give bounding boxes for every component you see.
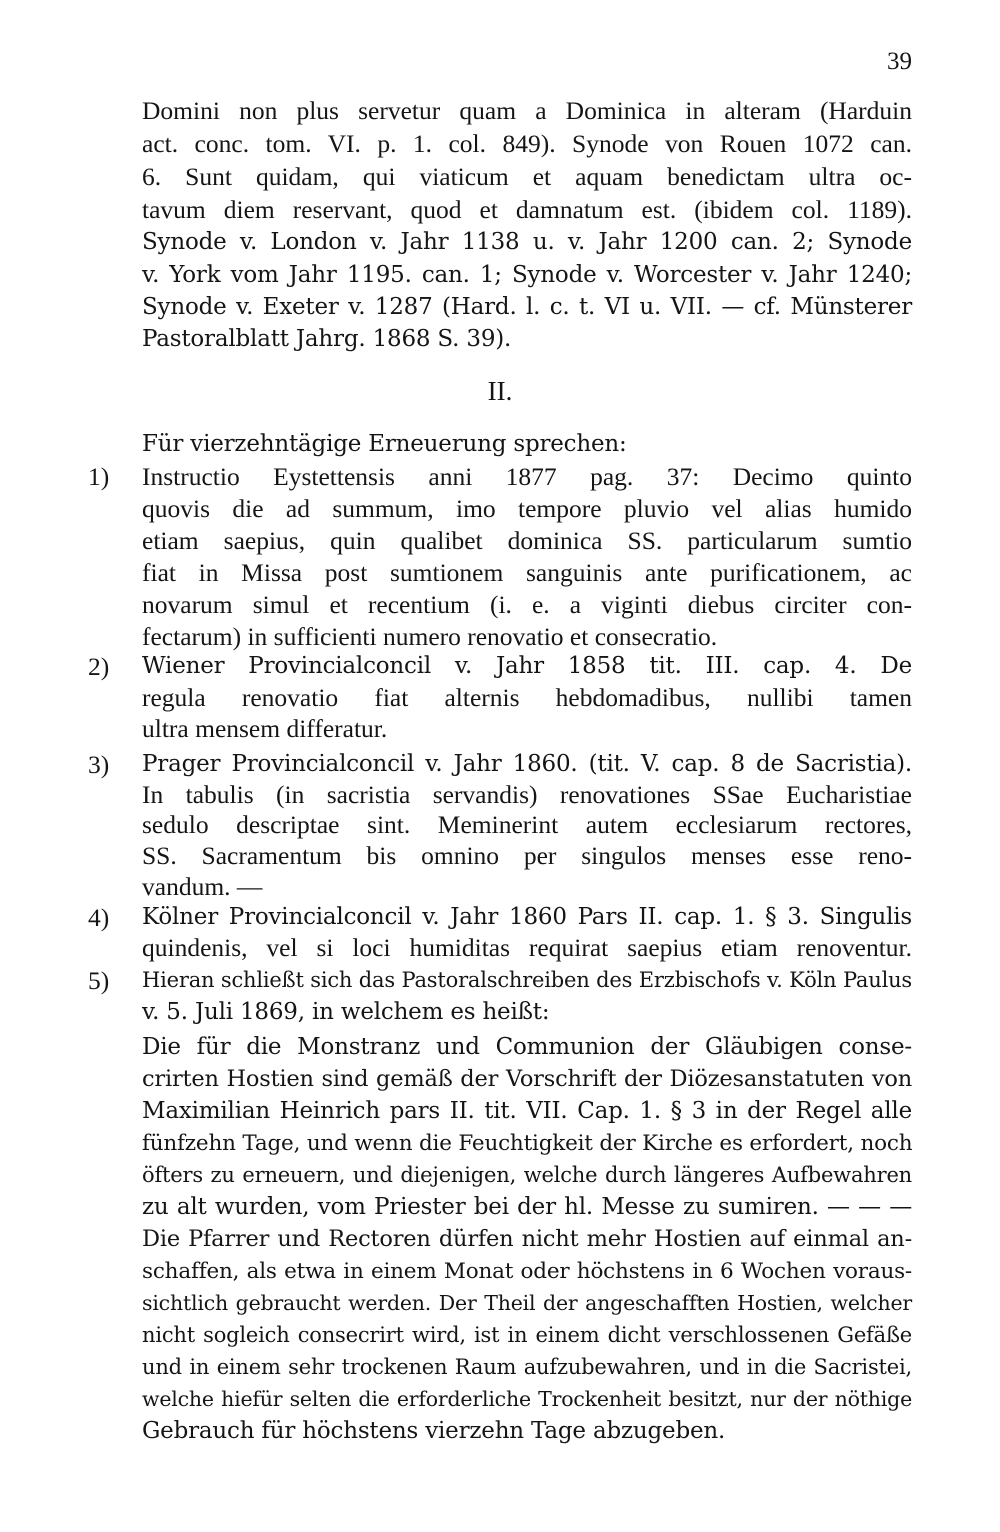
text-line: ultra mensem differatur. — [142, 714, 388, 743]
item-number: 1) — [88, 462, 110, 491]
text-line: sedulo descriptae sint. Meminerint autem ecclesiarum rectores, — [142, 810, 912, 839]
text-line: Domini non plus servetur quam a Dominica in alteram (Harduin — [142, 96, 912, 125]
section-intro: Für vierzehntägige Erneuerung sprechen: — [142, 431, 627, 457]
item-number: 5) — [88, 966, 110, 995]
item-number: 4) — [88, 903, 110, 932]
text-line: nicht sogleich consecrirt wird, ist in einem dicht verschlossenen Gefäße — [142, 1323, 912, 1347]
text-line: Instructio Eystettensis anni 1877 pag. 37: Decimo quinto — [142, 462, 912, 491]
text-line: fünfzehn Tage, und wenn die Feuchtigkeit der Kirche es erfordert, noch — [142, 1131, 913, 1156]
text-line: v. 5. Juli 1869, in welchem es heißt: — [142, 999, 550, 1025]
text-line: Maximilian Heinrich pars II. tit. VII. Cap. 1. § 3 in der Regel alle — [142, 1098, 912, 1124]
text-line: Die für die Monstranz und Communion der Gläubigen conse- — [142, 1034, 912, 1060]
text-line: öfters zu erneuern, und diejenigen, welche durch längeres Aufbewahren — [142, 1163, 912, 1187]
text-line: novarum simul et recentium (i. e. a viginti diebus circiter con- — [142, 590, 912, 619]
text-line: welche hiefür selten die erforderliche Trockenheit besitzt, nur der nöthige — [142, 1387, 912, 1411]
text-line: und in einem sehr trockenen Raum aufzubewahren, und in die Sacristei, — [142, 1355, 912, 1379]
text-line: crirten Hostien sind gemäß der Vorschrift der Diözesanstatuten von — [142, 1066, 912, 1092]
text-line: etiam saepius, quin qualibet dominica SS. particularum sumtio — [142, 526, 912, 555]
text-line: regula renovatio fiat alternis hebdomadibus, nullibi tamen — [142, 683, 912, 712]
text-line: Wiener Provincialconcil v. Jahr 1858 tit. III. cap. 4. De — [142, 653, 912, 679]
text-line: zu alt wurden, vom Priester bei der hl. Messe zu sumiren. — — — — [142, 1194, 912, 1220]
text-line: v. York vom Jahr 1195. can. 1; Synode v. Worcester v. Jahr 1240; — [142, 262, 912, 288]
text-line: Synode v. London v. Jahr 1138 u. v. Jahr 1200 can. 2; Synode — [142, 229, 912, 255]
text-line: Synode v. Exeter v. 1287 (Hard. l. c. t. VI u. VII. — cf. Münsterer — [142, 294, 912, 320]
text-line: Hieran schließt sich das Pastoralschreiben des Erzbischofs v. Köln Paulus — [142, 968, 912, 992]
text-line: In tabulis (in sacristia servandis) renovationes SSae Eucharistiae — [142, 780, 912, 809]
text-line: Prager Provincialconcil v. Jahr 1860. (tit. V. cap. 8 de Sacristia). — [142, 751, 912, 777]
text-line: quindenis, vel si loci humiditas requirat saepius etiam renoventur. — [142, 933, 912, 962]
text-line: fectarum) in sufficienti numero renovatio et consecratio. — [142, 622, 718, 651]
text-line: tavum diem reservant, quod et damnatum est. (ibidem col. 1189). — [142, 195, 912, 224]
text-line: Die Pfarrer und Rectoren dürfen nicht mehr Hostien auf einmal an- — [142, 1226, 912, 1252]
text-line: 6. Sunt quidam, qui viaticum et aquam benedictam ultra oc- — [142, 162, 912, 191]
text-line: quovis die ad summum, imo tempore pluvio vel alias humido — [142, 494, 912, 523]
item-number: 3) — [88, 750, 110, 779]
section-heading: II. — [487, 376, 513, 406]
text-line: Kölner Provincialconcil v. Jahr 1860 Pars II. cap. 1. § 3. Singulis — [142, 904, 912, 930]
item-number: 2) — [88, 652, 110, 681]
text-line: vandum. — — [142, 872, 263, 901]
text-line: act. conc. tom. VI. p. 1. col. 849). Synode von Rouen 1072 can. — [142, 129, 912, 158]
text-line: Pastoralblatt Jahrg. 1868 S. 39). — [142, 326, 512, 352]
text-line: SS. Sacramentum bis omnino per singulos menses esse reno- — [142, 841, 912, 870]
text-line: schaffen, als etwa in einem Monat oder höchstens in 6 Wochen voraus- — [142, 1259, 912, 1284]
text-line: sichtlich gebraucht werden. Der Theil der angeschafften Hostien, welcher — [142, 1291, 912, 1315]
text-line: fiat in Missa post sumtionem sanguinis ante purificationem, ac — [142, 558, 912, 587]
page-number: 39 — [887, 48, 912, 75]
text-line: Gebrauch für höchstens vierzehn Tage abzugeben. — [142, 1418, 726, 1444]
